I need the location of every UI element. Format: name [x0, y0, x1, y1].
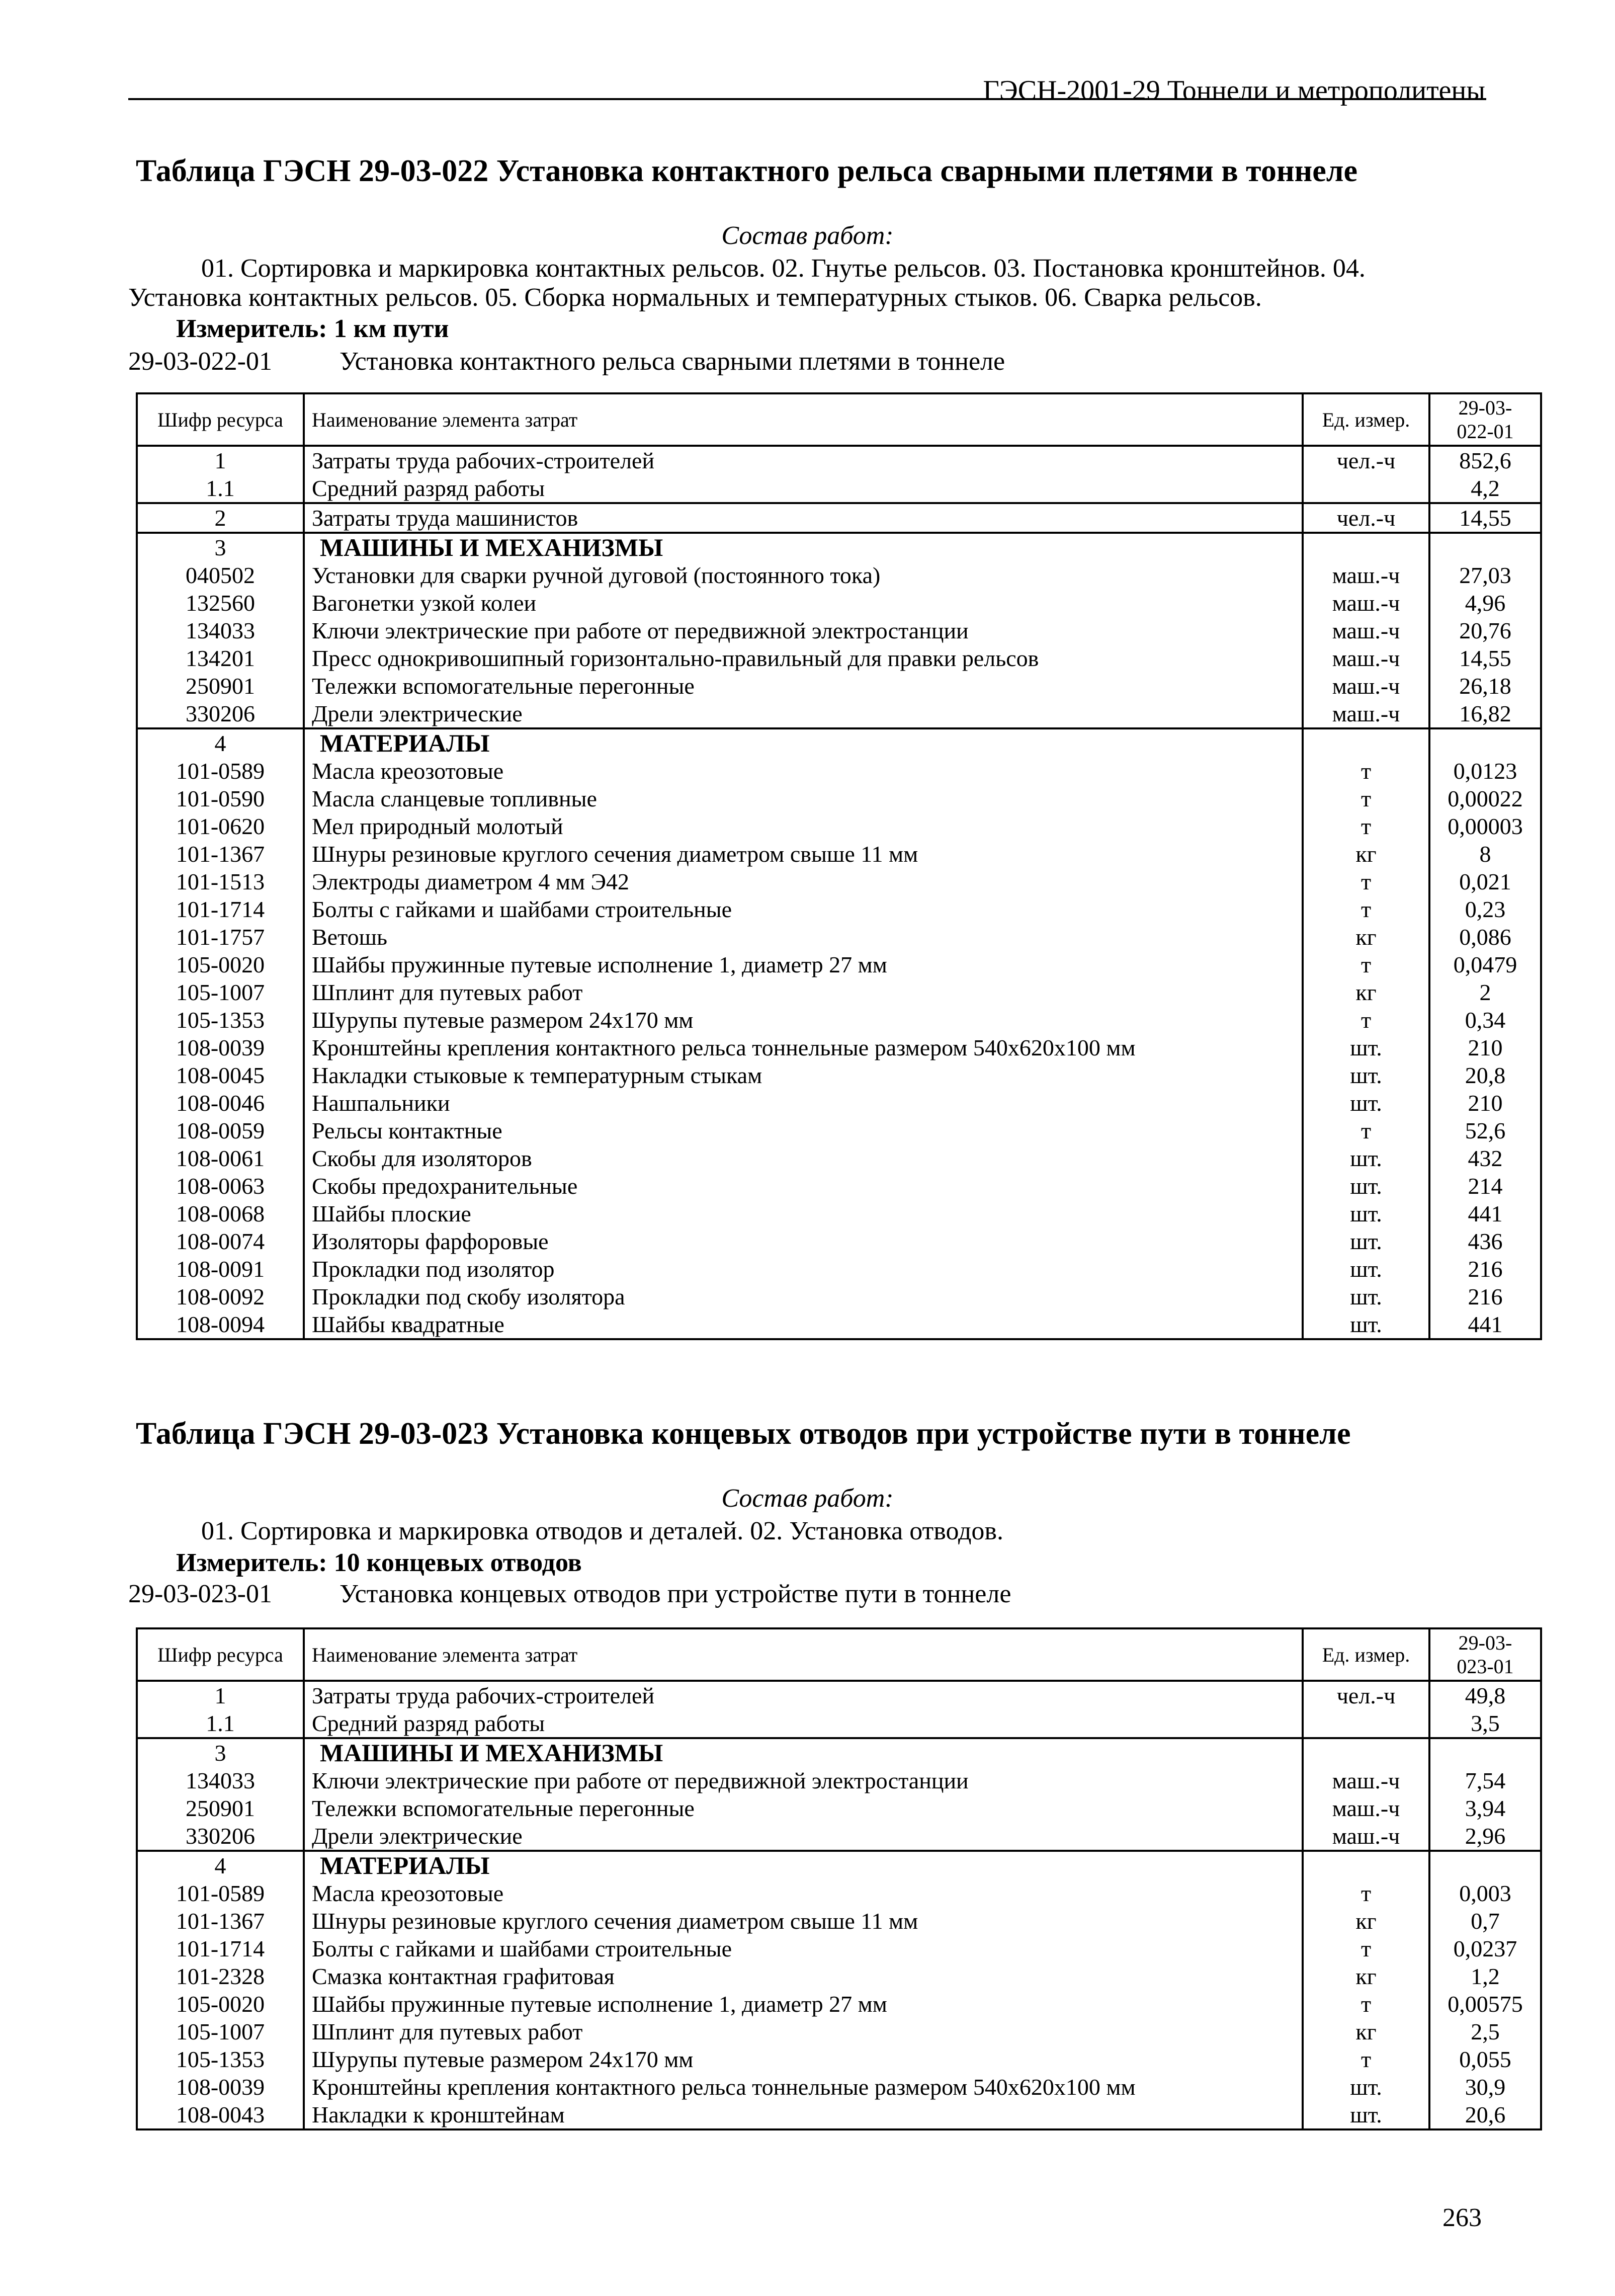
table-row: [137, 1200, 1541, 1227]
row-value: 0,086: [1429, 923, 1541, 951]
row-value: 30,9: [1429, 2073, 1541, 2101]
row-unit: маш.-ч: [1303, 672, 1429, 700]
table1-description-line2: Установка контактных рельсов. 05. Сборка нормальных и температурных стыков. 06. Сварка рельсов.: [128, 283, 1262, 312]
row-code: 105-1353: [137, 1006, 304, 1034]
table-row: [137, 2073, 1541, 2101]
row-name: Тележки вспомогательные перегонные: [304, 672, 1303, 700]
table-row: [137, 1227, 1541, 1255]
row-value: 0,23: [1429, 895, 1541, 923]
row-name: Накладки стыковые к температурным стыкам: [304, 1061, 1303, 1089]
row-value: 214: [1429, 1172, 1541, 1200]
row-unit: т: [1303, 1990, 1429, 2018]
row-unit: [1303, 1709, 1429, 1738]
row-value: 4,2: [1429, 474, 1541, 503]
table-row: [137, 1144, 1541, 1172]
row-name: Шплинт для путевых работ: [304, 2018, 1303, 2045]
row-unit: т: [1303, 868, 1429, 895]
row-name: Шнуры резиновые круглого сечения диаметром свыше 11 мм: [304, 840, 1303, 868]
table1-sostav-label: Состав работ:: [721, 221, 894, 250]
row-code: 105-1007: [137, 2018, 304, 2045]
row-unit: т: [1303, 951, 1429, 978]
table2-description: [128, 1517, 1486, 1546]
table-row: [137, 895, 1541, 923]
table2-code-desc: Установка концевых отводов при устройстве пути в тоннеле: [339, 1580, 1011, 1608]
table2-measure: [176, 1548, 582, 1578]
row-unit: маш.-ч: [1303, 1822, 1429, 1851]
row-code: 330206: [137, 1822, 304, 1851]
table-row: [137, 1822, 1541, 1851]
row-name: Прокладки под изолятор: [304, 1255, 1303, 1283]
table-row: [137, 2018, 1541, 2045]
row-value: 216: [1429, 1283, 1541, 1310]
row-value: 432: [1429, 1144, 1541, 1172]
row-unit: шт.: [1303, 2101, 1429, 2129]
table-row: [137, 1310, 1541, 1339]
row-value: [1429, 1738, 1541, 1767]
row-name: Рельсы контактные: [304, 1117, 1303, 1144]
row-unit: т: [1303, 1006, 1429, 1034]
row-code: 105-1007: [137, 978, 304, 1006]
row-name: Ветошь: [304, 923, 1303, 951]
row-name: Кронштейны крепления контактного рельса тоннельные размером 540x620x100 мм: [304, 2073, 1303, 2101]
row-code: 108-0068: [137, 1200, 304, 1227]
row-code: 108-0039: [137, 2073, 304, 2101]
col-header-code: Шифр ресурса: [137, 1628, 304, 1681]
row-code: 101-1757: [137, 923, 304, 951]
row-name: Установки для сварки ручной дуговой (постоянного тока): [304, 561, 1303, 589]
table-row: [137, 1879, 1541, 1907]
row-name: Нашпальники: [304, 1089, 1303, 1117]
table-row: [137, 1034, 1541, 1061]
row-value: 3,5: [1429, 1709, 1541, 1738]
row-value: 20,6: [1429, 2101, 1541, 2129]
table-row: [137, 1851, 1541, 1879]
row-code: 101-1367: [137, 1907, 304, 1935]
table-row: [137, 1006, 1541, 1034]
row-name: Шайбы пружинные путевые исполнение 1, диаметр 27 мм: [304, 1990, 1303, 2018]
row-unit: шт.: [1303, 1089, 1429, 1117]
row-name: Дрели электрические: [304, 1822, 1303, 1851]
table-row: [137, 840, 1541, 868]
table2-header-row: [137, 1628, 1541, 1681]
row-unit: [1303, 1738, 1429, 1767]
col-header-value-line2: 023-01: [1457, 1655, 1514, 1678]
table2-title: Таблица ГЭСН 29-03-023 Установка концевых отводов при устройстве пути в тоннеле: [136, 1417, 1351, 1451]
row-code: 108-0046: [137, 1089, 304, 1117]
row-value: 436: [1429, 1227, 1541, 1255]
table2-body: [137, 1681, 1541, 2129]
row-unit: т: [1303, 812, 1429, 840]
row-name: Средний разряд работы: [304, 1709, 1303, 1738]
col-header-value-line1: 29-03-: [1458, 396, 1512, 419]
row-unit: кг: [1303, 1962, 1429, 1990]
row-name: Скобы для изоляторов: [304, 1144, 1303, 1172]
row-name: Шайбы пружинные путевые исполнение 1, диаметр 27 мм: [304, 951, 1303, 978]
table-row: [137, 2045, 1541, 2073]
row-name: Масла креозотовые: [304, 757, 1303, 785]
row-code: 101-1714: [137, 895, 304, 923]
row-code: 4: [137, 1851, 304, 1879]
row-name: Шнуры резиновые круглого сечения диаметром свыше 11 мм: [304, 1907, 1303, 1935]
col-header-value: [1429, 1628, 1541, 1681]
row-code: 134201: [137, 644, 304, 672]
table-row: [137, 1990, 1541, 2018]
row-value: 0,003: [1429, 1879, 1541, 1907]
table-row: [137, 1962, 1541, 1990]
row-name: Шайбы плоские: [304, 1200, 1303, 1227]
col-header-code: Шифр ресурса: [137, 393, 304, 446]
row-unit: т: [1303, 785, 1429, 812]
table-row: [137, 923, 1541, 951]
row-unit: т: [1303, 757, 1429, 785]
row-name: МАТЕРИАЛЫ: [304, 728, 1303, 757]
row-value: [1429, 1851, 1541, 1879]
row-name: Мел природный молотый: [304, 812, 1303, 840]
row-name: Средний разряд работы: [304, 474, 1303, 503]
table-row: [137, 561, 1541, 589]
table2-code-line: [128, 1580, 1011, 1609]
row-unit: шт.: [1303, 1255, 1429, 1283]
table-row: [137, 1709, 1541, 1738]
table-row: [137, 785, 1541, 812]
table-row: [137, 672, 1541, 700]
row-name: Затраты труда машинистов: [304, 503, 1303, 533]
table-row: [137, 1061, 1541, 1089]
row-value: 0,0123: [1429, 757, 1541, 785]
row-code: 101-0589: [137, 757, 304, 785]
row-name: Смазка контактная графитовая: [304, 1962, 1303, 1990]
table-row: [137, 1681, 1541, 1709]
row-name: Электроды диаметром 4 мм Э42: [304, 868, 1303, 895]
row-unit: маш.-ч: [1303, 617, 1429, 644]
row-code: 108-0059: [137, 1117, 304, 1144]
row-value: 0,00022: [1429, 785, 1541, 812]
row-unit: кг: [1303, 840, 1429, 868]
row-name: Пресс однокривошипный горизонтально-правильный для правки рельсов: [304, 644, 1303, 672]
row-unit: т: [1303, 1879, 1429, 1907]
table-row: [137, 1255, 1541, 1283]
row-code: 3: [137, 1738, 304, 1767]
table2-measure-value: 10 концевых отводов: [333, 1548, 582, 1577]
row-code: 108-0092: [137, 1283, 304, 1310]
row-code: 101-0620: [137, 812, 304, 840]
row-unit: [1303, 728, 1429, 757]
row-unit: чел.-ч: [1303, 446, 1429, 474]
table-row: [137, 978, 1541, 1006]
table-row: [137, 951, 1541, 978]
row-unit: маш.-ч: [1303, 589, 1429, 617]
row-unit: шт.: [1303, 1200, 1429, 1227]
row-unit: т: [1303, 895, 1429, 923]
row-code: 108-0045: [137, 1061, 304, 1089]
row-unit: маш.-ч: [1303, 700, 1429, 728]
row-value: 20,76: [1429, 617, 1541, 644]
col-header-unit: Ед. измер.: [1303, 393, 1429, 446]
header-rule: [128, 98, 1486, 100]
table1-measure: [176, 314, 449, 344]
col-header-unit: Ед. измер.: [1303, 1628, 1429, 1681]
table-row: [137, 446, 1541, 474]
row-value: 7,54: [1429, 1767, 1541, 1794]
row-value: 16,82: [1429, 700, 1541, 728]
row-code: 105-1353: [137, 2045, 304, 2073]
row-name: Ключи электрические при работе от передвижной электростанции: [304, 1767, 1303, 1794]
row-code: 250901: [137, 672, 304, 700]
row-unit: шт.: [1303, 1061, 1429, 1089]
row-unit: кг: [1303, 923, 1429, 951]
table-row: [137, 1172, 1541, 1200]
row-unit: шт.: [1303, 1310, 1429, 1339]
row-code: 108-0043: [137, 2101, 304, 2129]
row-code: 101-1513: [137, 868, 304, 895]
row-unit: [1303, 1851, 1429, 1879]
row-value: 8: [1429, 840, 1541, 868]
table1-title: Таблица ГЭСН 29-03-022 Установка контактного рельса сварными плетями в тоннеле: [136, 154, 1358, 188]
table2-description-line1: 01. Сортировка и маркировка отводов и деталей. 02. Установка отводов.: [201, 1517, 1003, 1545]
table-row: [137, 2101, 1541, 2129]
row-value: 3,94: [1429, 1794, 1541, 1822]
row-name: Накладки к кронштейнам: [304, 2101, 1303, 2129]
table1-description: [128, 254, 1486, 312]
row-code: 108-0091: [137, 1255, 304, 1283]
table1-code: 29-03-022-01: [128, 347, 272, 376]
row-code: 108-0094: [137, 1310, 304, 1339]
row-code: 1.1: [137, 1709, 304, 1738]
row-unit: шт.: [1303, 1227, 1429, 1255]
row-value: 0,0237: [1429, 1935, 1541, 1962]
row-code: 3: [137, 533, 304, 561]
table2-code: 29-03-023-01: [128, 1580, 272, 1608]
row-name: Шурупы путевые размером 24x170 мм: [304, 2045, 1303, 2073]
row-unit: [1303, 533, 1429, 561]
row-unit: [1303, 474, 1429, 503]
row-name: Шайбы квадратные: [304, 1310, 1303, 1339]
row-unit: шт.: [1303, 1283, 1429, 1310]
table-row: [137, 1283, 1541, 1310]
row-name: Масла сланцевые топливные: [304, 785, 1303, 812]
table-row: [137, 589, 1541, 617]
row-unit: шт.: [1303, 1144, 1429, 1172]
row-name: Тележки вспомогательные перегонные: [304, 1794, 1303, 1822]
row-code: 040502: [137, 561, 304, 589]
row-code: 101-0590: [137, 785, 304, 812]
table-row: [137, 644, 1541, 672]
table-row: [137, 868, 1541, 895]
table-row: [137, 503, 1541, 533]
row-value: [1429, 533, 1541, 561]
table-row: [137, 1767, 1541, 1794]
row-unit: маш.-ч: [1303, 644, 1429, 672]
col-header-value: [1429, 393, 1541, 446]
row-unit: чел.-ч: [1303, 503, 1429, 533]
row-value: 14,55: [1429, 503, 1541, 533]
table-row: [137, 1907, 1541, 1935]
row-value: 14,55: [1429, 644, 1541, 672]
row-unit: т: [1303, 2045, 1429, 2073]
row-name: Болты с гайками и шайбами строительные: [304, 895, 1303, 923]
row-value: 0,7: [1429, 1907, 1541, 1935]
table1-code-desc: Установка контактного рельса сварными плетями в тоннеле: [339, 347, 1005, 376]
row-value: 852,6: [1429, 446, 1541, 474]
running-header: ГЭСН-2001-29 Тоннели и метрополитены: [983, 75, 1485, 106]
row-name: Масла креозотовые: [304, 1879, 1303, 1907]
row-code: 1: [137, 1681, 304, 1709]
row-code: 4: [137, 728, 304, 757]
row-unit: кг: [1303, 1907, 1429, 1935]
row-code: 108-0061: [137, 1144, 304, 1172]
row-code: 101-1714: [137, 1935, 304, 1962]
table1-measure-label: Измеритель:: [176, 314, 327, 343]
row-unit: кг: [1303, 978, 1429, 1006]
row-value: 0,021: [1429, 868, 1541, 895]
col-header-name: Наименование элемента затрат: [304, 393, 1303, 446]
row-value: 0,00575: [1429, 1990, 1541, 2018]
table1-description-line1: 01. Сортировка и маркировка контактных рельсов. 02. Гнутье рельсов. 03. Постановка кронштейнов. 04.: [201, 254, 1366, 283]
table-row: [137, 617, 1541, 644]
row-code: 250901: [137, 1794, 304, 1822]
table-row: [137, 1117, 1541, 1144]
row-name: Кронштейны крепления контактного рельса тоннельные размером 540x620x100 мм: [304, 1034, 1303, 1061]
row-name: Изоляторы фарфоровые: [304, 1227, 1303, 1255]
row-unit: шт.: [1303, 1034, 1429, 1061]
row-code: 2: [137, 503, 304, 533]
table-row: [137, 474, 1541, 503]
row-name: Прокладки под скобу изолятора: [304, 1283, 1303, 1310]
row-code: 101-2328: [137, 1962, 304, 1990]
row-name: Шурупы путевые размером 24x170 мм: [304, 1006, 1303, 1034]
col-header-value-line2: 022-01: [1457, 420, 1514, 443]
row-name: МАТЕРИАЛЫ: [304, 1851, 1303, 1879]
row-name: Скобы предохранительные: [304, 1172, 1303, 1200]
table1-header-row: [137, 393, 1541, 446]
row-code: 108-0039: [137, 1034, 304, 1061]
row-value: 2: [1429, 978, 1541, 1006]
row-value: 441: [1429, 1310, 1541, 1339]
row-value: 441: [1429, 1200, 1541, 1227]
row-value: 216: [1429, 1255, 1541, 1283]
row-code: 105-0020: [137, 951, 304, 978]
table-row: [137, 700, 1541, 728]
row-value: [1429, 728, 1541, 757]
row-unit: т: [1303, 1935, 1429, 1962]
row-code: 1.1: [137, 474, 304, 503]
row-unit: маш.-ч: [1303, 1767, 1429, 1794]
row-name: Ключи электрические при работе от передвижной электростанции: [304, 617, 1303, 644]
row-code: 330206: [137, 700, 304, 728]
row-value: 0,34: [1429, 1006, 1541, 1034]
row-value: 27,03: [1429, 561, 1541, 589]
row-unit: шт.: [1303, 2073, 1429, 2101]
row-value: 20,8: [1429, 1061, 1541, 1089]
row-code: 134033: [137, 617, 304, 644]
row-name: МАШИНЫ И МЕХАНИЗМЫ: [304, 1738, 1303, 1767]
table-row: [137, 757, 1541, 785]
row-code: 108-0074: [137, 1227, 304, 1255]
row-unit: шт.: [1303, 1172, 1429, 1200]
table1-code-line: [128, 347, 1005, 376]
table2-measure-label: Измеритель:: [176, 1548, 327, 1577]
row-value: 2,5: [1429, 2018, 1541, 2045]
row-code: 105-0020: [137, 1990, 304, 2018]
table-row: [137, 812, 1541, 840]
table1-body: [137, 446, 1541, 1339]
row-code: 101-1367: [137, 840, 304, 868]
col-header-value-line1: 29-03-: [1458, 1631, 1512, 1654]
row-code: 132560: [137, 589, 304, 617]
row-value: 0,00003: [1429, 812, 1541, 840]
table2-grid: [136, 1627, 1542, 2130]
row-value: 49,8: [1429, 1681, 1541, 1709]
row-value: 0,0479: [1429, 951, 1541, 978]
row-value: 210: [1429, 1089, 1541, 1117]
row-value: 1,2: [1429, 1962, 1541, 1990]
row-unit: т: [1303, 1117, 1429, 1144]
table-row: [137, 1738, 1541, 1767]
row-code: 108-0063: [137, 1172, 304, 1200]
row-unit: чел.-ч: [1303, 1681, 1429, 1709]
row-value: 26,18: [1429, 672, 1541, 700]
row-code: 101-0589: [137, 1879, 304, 1907]
table-row: [137, 728, 1541, 757]
row-unit: маш.-ч: [1303, 561, 1429, 589]
row-unit: кг: [1303, 2018, 1429, 2045]
page-number: 263: [1442, 2203, 1482, 2232]
row-name: Дрели электрические: [304, 700, 1303, 728]
col-header-name: Наименование элемента затрат: [304, 1628, 1303, 1681]
table-row: [137, 1794, 1541, 1822]
table-row: [137, 1089, 1541, 1117]
row-code: 134033: [137, 1767, 304, 1794]
row-value: 4,96: [1429, 589, 1541, 617]
table-row: [137, 533, 1541, 561]
row-name: Шплинт для путевых работ: [304, 978, 1303, 1006]
row-value: 52,6: [1429, 1117, 1541, 1144]
table1-grid: [136, 392, 1542, 1340]
row-name: Вагонетки узкой колеи: [304, 589, 1303, 617]
row-unit: маш.-ч: [1303, 1794, 1429, 1822]
row-value: 2,96: [1429, 1822, 1541, 1851]
row-name: Болты с гайками и шайбами строительные: [304, 1935, 1303, 1962]
row-value: 210: [1429, 1034, 1541, 1061]
row-value: 0,055: [1429, 2045, 1541, 2073]
row-code: 1: [137, 446, 304, 474]
row-name: Затраты труда рабочих-строителей: [304, 1681, 1303, 1709]
table-row: [137, 1935, 1541, 1962]
row-name: Затраты труда рабочих-строителей: [304, 446, 1303, 474]
table2-sostav-label: Состав работ:: [721, 1484, 894, 1513]
row-name: МАШИНЫ И МЕХАНИЗМЫ: [304, 533, 1303, 561]
table1-measure-value: 1 км пути: [333, 314, 449, 343]
